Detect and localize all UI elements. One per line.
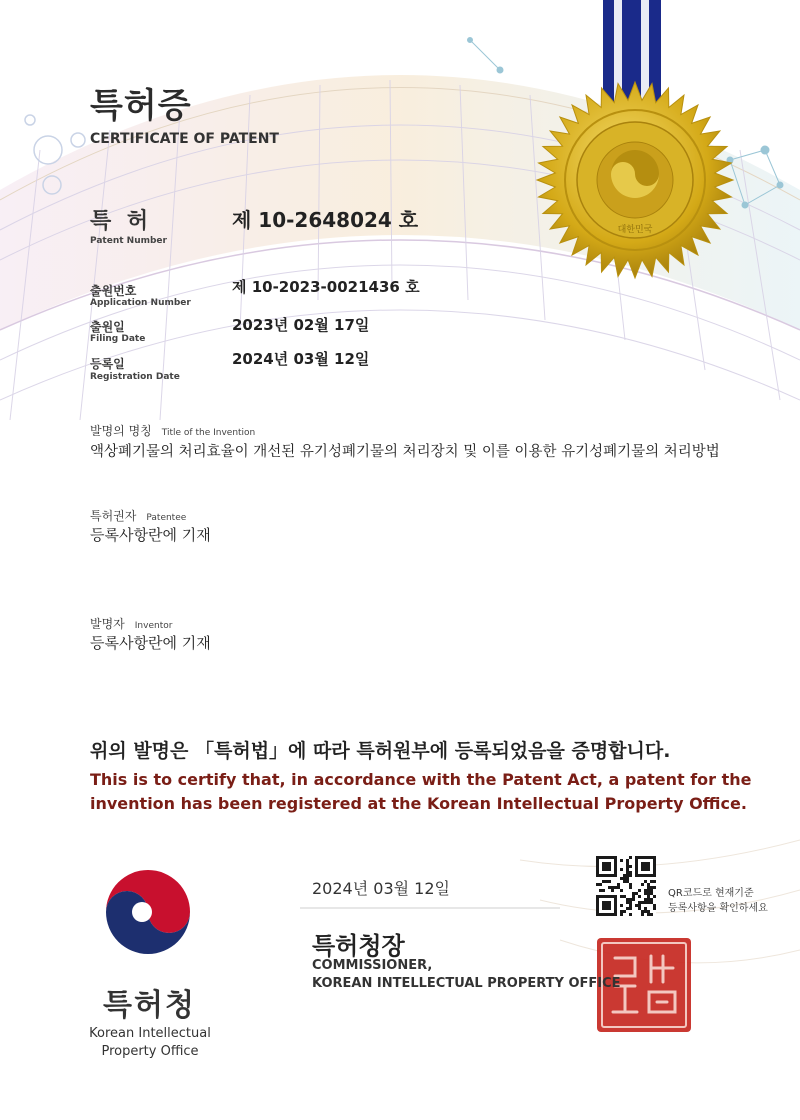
registration-date-label-en: Registration Date (90, 372, 180, 382)
inventor-label-ko: 발명자 (90, 617, 125, 631)
certificate-title-en: CERTIFICATE OF PATENT (90, 131, 279, 147)
filing-date-label: 출원일 (90, 320, 125, 334)
certification-ko: 위의 발명은 「특허법」에 따라 특허원부에 등록되었음을 증명합니다. (90, 740, 671, 762)
patent-number-label: 특 허 (90, 209, 153, 234)
registration-date-value: 2024년 03월 12일 (232, 350, 370, 368)
inventor-label-en: Inventor (134, 621, 173, 631)
invention-label-row (90, 420, 255, 439)
kipo-emblem (103, 870, 193, 963)
patent-number-label-en: Patent Number (90, 236, 167, 246)
application-number-label: 출원번호 (90, 284, 137, 298)
inventor-label-row (90, 613, 172, 632)
qr-code (596, 856, 656, 916)
invention-title: 액상폐기물의 처리효율이 개선된 유기성폐기물의 처리장치 및 이를 이용한 유기성폐기물의 처리방법 (90, 444, 720, 460)
invention-label-en: Title of the Invention (161, 428, 256, 438)
patentee-label-en: Patentee (146, 513, 187, 523)
registration-date-label: 등록일 (90, 357, 125, 371)
commissioner-title-ko: 특허청장 (312, 932, 405, 960)
issue-date: 2024년 03월 12일 (312, 879, 450, 898)
inventor-value: 등록사항란에 기재 (90, 634, 211, 652)
commissioner-title-en-line1: COMMISSIONER, (312, 958, 433, 973)
qr-caption-line1: QR코드로 현재기준 (668, 888, 754, 899)
application-number-label-en: Application Number (90, 298, 191, 308)
patentee-label-ko: 특허권자 (90, 509, 137, 523)
invention-label-ko: 발명의 명칭 (90, 424, 152, 438)
office-name-en-line2: Property Office (101, 1044, 199, 1059)
patent-number-value: 제 10-2648024 호 (232, 208, 419, 232)
qr-caption-line2: 등록사항을 확인하세요 (668, 903, 768, 914)
patentee-value: 등록사항란에 기재 (90, 526, 211, 544)
filing-date-label-en: Filing Date (90, 334, 146, 344)
commissioner-title-en-line2: KOREAN INTELLECTUAL PROPERTY OFFICE (312, 976, 621, 991)
certification-en-line2: invention has been registered at the Korean Intellectual Property Office. (90, 794, 747, 813)
medallion-text: 대한민국 (617, 225, 653, 235)
patentee-label-row (90, 505, 186, 524)
office-name-ko: 특허청 (103, 988, 196, 1023)
certificate-title-ko: 특허증 (90, 86, 192, 126)
filing-date-value: 2023년 02월 17일 (232, 316, 370, 334)
application-number-value: 제 10-2023-0021436 호 (232, 278, 420, 296)
office-name-en-line1: Korean Intellectual (89, 1026, 211, 1041)
certification-en-line1: This is to certify that, in accordance with the Patent Act, a patent for the (90, 770, 752, 789)
